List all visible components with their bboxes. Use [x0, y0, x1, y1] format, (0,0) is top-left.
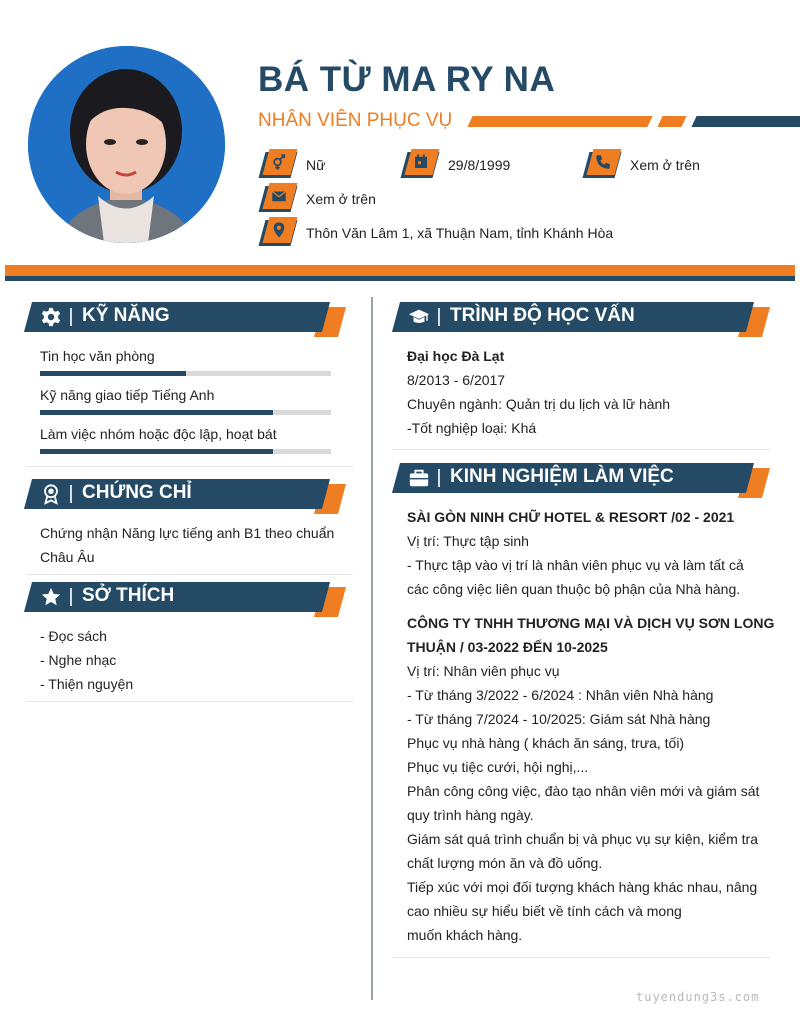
education-section-header	[396, 302, 772, 336]
skill-level-fill	[40, 449, 273, 454]
experience-line: các công việc liên quan thuộc bộ phận của Nhà hàng.	[407, 581, 741, 597]
phone-icon	[594, 153, 612, 171]
header-decoration	[467, 116, 652, 127]
job-title: NHÂN VIÊN PHỤC VỤ	[258, 110, 453, 131]
hobbies-section-header	[28, 582, 348, 616]
section-divider	[392, 449, 770, 450]
location-icon	[270, 221, 288, 239]
phone-info	[586, 152, 700, 178]
birthday-value: 29/8/1999	[448, 157, 511, 173]
skill-label: Kỹ năng giao tiếp Tiếng Anh	[40, 387, 215, 403]
gender-info	[262, 152, 325, 178]
skill-label: Tin học văn phòng	[40, 348, 155, 364]
school-name: Đại học Đà Lạt	[407, 348, 505, 364]
experience-line: Vị trí: Thực tập sinh	[407, 533, 529, 549]
profile-photo	[28, 46, 225, 243]
award-icon	[40, 483, 62, 505]
skill-level-bar	[40, 371, 331, 376]
section-divider	[26, 466, 353, 467]
column-divider	[371, 297, 373, 1000]
experience-section-header	[396, 463, 772, 497]
header-decoration	[691, 116, 800, 127]
email-info	[262, 186, 376, 212]
education-title: TRÌNH ĐỘ HỌC VẤN	[450, 305, 635, 326]
hobby-item: - Nghe nhạc	[40, 652, 117, 668]
skill-level-fill	[40, 410, 273, 415]
section-divider	[392, 957, 770, 958]
experience-line: - Từ tháng 3/2022 - 6/2024 : Nhân viên Nhà hàng	[407, 687, 714, 703]
experience-line: - Thực tập vào vị trí là nhân viên phục vụ và làm tất cả	[407, 557, 744, 573]
section-divider	[26, 701, 353, 702]
experience-line: Tiếp xúc với mọi đối tượng khách hàng khác nhau, nâng	[407, 879, 758, 895]
mail-icon	[270, 187, 288, 205]
skill-label: Làm việc nhóm hoặc độc lập, hoạt bát	[40, 426, 277, 442]
education-grade: -Tốt nghiệp loại: Khá	[407, 420, 537, 436]
education-major: Chuyên ngành: Quản trị du lịch và lữ hành	[407, 396, 671, 412]
skill-level-bar	[40, 410, 331, 415]
skills-section-header	[28, 302, 348, 336]
company-name: THUẬN / 03-2022 ĐẾN 10-2025	[407, 639, 608, 655]
address-info	[262, 220, 613, 246]
skills-title: KỸ NĂNG	[82, 305, 170, 326]
phone-value: Xem ở trên	[630, 157, 700, 173]
hobbies-title: SỞ THÍCH	[82, 585, 175, 606]
gear-icon	[40, 306, 62, 328]
star-icon	[40, 586, 62, 608]
candidate-name: BÁ TỪ MA RY NA	[258, 60, 556, 99]
company-name: SÀI GÒN NINH CHỮ HOTEL & RESORT /02 - 2021	[407, 509, 735, 525]
birthday-info	[404, 152, 510, 178]
skill-level-fill	[40, 371, 186, 376]
company-name: CÔNG TY TNHH THƯƠNG MẠI VÀ DỊCH VỤ SƠN LONG	[407, 615, 775, 631]
footer-watermark: tuyendung3s.com	[636, 990, 760, 1004]
experience-line: cao nhiều sự hiểu biết về tính cách và mong	[407, 903, 682, 919]
gender-value: Nữ	[306, 157, 326, 173]
education-period: 8/2013 - 6/2017	[407, 372, 506, 388]
address-value: Thôn Văn Lâm 1, xã Thuận Nam, tỉnh Khánh Hòa	[306, 225, 614, 241]
experience-line: Phục vụ nhà hàng ( khách ăn sáng, trưa, tối)	[407, 735, 685, 751]
header-decoration	[657, 116, 686, 127]
experience-line: - Từ tháng 7/2024 - 10/2025: Giám sát Nhà hàng	[407, 711, 711, 727]
gender-icon	[270, 153, 288, 171]
experience-line: Giám sát quá trình chuẩn bị và phục vụ sự kiện, kiểm tra	[407, 831, 758, 847]
skill-level-bar	[40, 449, 331, 454]
experience-line: Vị trí: Nhân viên phục vụ	[407, 663, 560, 679]
email-value: Xem ở trên	[306, 191, 376, 207]
certificates-title: CHỨNG CHỈ	[82, 482, 192, 503]
experience-line: muốn khách hàng.	[407, 927, 523, 943]
briefcase-icon	[408, 467, 430, 489]
certificate-line: Châu Âu	[40, 549, 95, 565]
graduation-cap-icon	[408, 306, 430, 328]
certificates-section-header	[28, 479, 348, 513]
experience-line: quy trình hàng ngày.	[407, 807, 534, 823]
section-divider	[26, 574, 353, 575]
header-divider	[5, 276, 795, 281]
experience-line: Phục vụ tiệc cưới, hội nghị,...	[407, 759, 589, 775]
certificate-line: Chứng nhận Năng lực tiếng anh B1 theo chuẩn	[40, 525, 335, 541]
hobby-item: - Thiện nguyện	[40, 676, 134, 692]
calendar-icon	[412, 153, 430, 171]
experience-title: KINH NGHIỆM LÀM VIỆC	[450, 466, 674, 487]
hobby-item: - Đọc sách	[40, 628, 107, 644]
experience-line: chất lượng món ăn và đồ uống.	[407, 855, 603, 871]
header-divider	[5, 265, 795, 276]
experience-line: Phân công công việc, đào tạo nhân viên mới và giám sát	[407, 783, 760, 799]
